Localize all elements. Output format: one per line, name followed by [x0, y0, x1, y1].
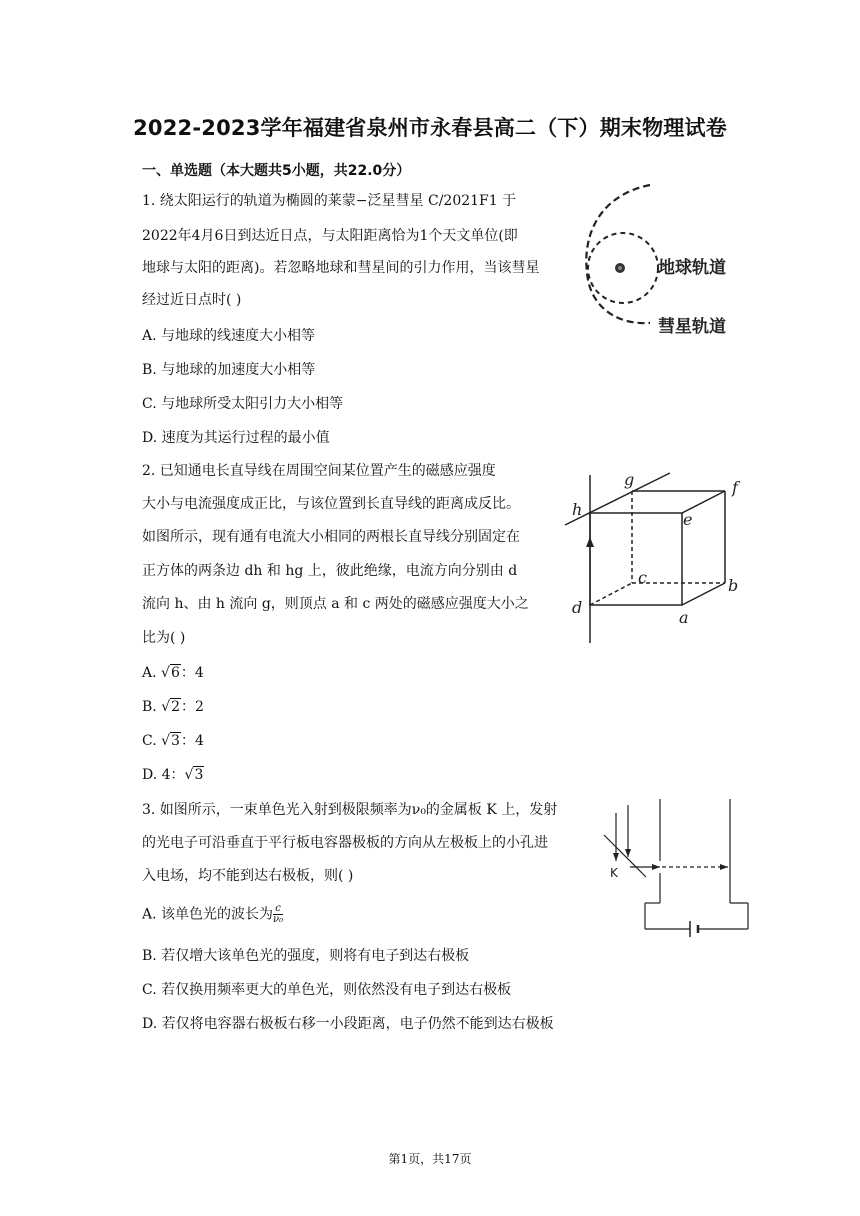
q1-line-1: 1. 绕太阳运行的轨道为椭圆的莱蒙−泛星彗星 C/2021F1 于 — [142, 193, 517, 209]
q3-line-2: 的光电子可沿垂直于平行板电容器极板的方向从左极板上的小孔进 — [142, 835, 548, 851]
page-title: 2022-2023学年福建省泉州市永春县高二（下）期末物理试卷 — [133, 116, 727, 140]
q2-line-2: 大小与电流强度成正比，与该位置到长直导线的距离成反比。 — [142, 496, 520, 512]
q1-option-a: A. 与地球的线速度大小相等 — [142, 328, 316, 344]
q2-option-a: A. √6：4 — [142, 665, 204, 681]
q3-line-3: 入电场，均不能到达右极板，则( ) — [142, 868, 354, 884]
q2-option-b: B. √2：2 — [142, 699, 204, 715]
q2-line-4: 正方体的两条边 dh 和 hg 上，彼此绝缘，电流方向分别由 d — [142, 563, 518, 579]
orbit-figure — [580, 175, 755, 345]
q1-option-c: C. 与地球所受太阳引力大小相等 — [142, 396, 344, 412]
earth-orbit-label: 地球轨道 — [658, 258, 726, 278]
q3-option-c: C. 若仅换用频率更大的单色光，则依然没有电子到达右极板 — [142, 982, 512, 998]
q3-option-d: D. 若仅将电容器右极板右移一小段距离，电子仍然不能到达右极板 — [142, 1016, 554, 1032]
electron-arrow-icon — [720, 864, 728, 870]
svg-text:d: d — [572, 598, 583, 617]
svg-text:e: e — [683, 510, 693, 529]
electron-arrow-icon — [652, 864, 660, 870]
svg-text:c: c — [638, 568, 647, 587]
svg-text:b: b — [728, 576, 739, 595]
light-arrow-icon — [613, 853, 619, 861]
q1-line-4: 经过近日点时( ) — [142, 292, 242, 308]
q3-line-1: 3. 如图所示，一束单色光入射到极限频率为ν₀的金属板 K 上，发射 — [142, 802, 558, 818]
svg-text:f: f — [732, 478, 738, 497]
q1-option-d: D. 速度为其运行过程的最小值 — [142, 430, 330, 446]
q2-line-3: 如图所示，现有通有电流大小相同的两根长直导线分别固定在 — [142, 529, 520, 545]
q2-option-d: D. 4：√3 — [142, 767, 204, 783]
page-footer: 第1页，共17页 — [388, 1152, 472, 1166]
q2-line-5: 流向 h、由 h 流向 g，则顶点 a 和 c 两处的磁感应强度大小之 — [142, 596, 529, 612]
capacitor-figure — [600, 795, 760, 945]
q2-line-1: 2. 已知通电长直导线在周围空间某位置产生的磁感应强度 — [142, 463, 496, 479]
q2-line-6: 比为( ) — [142, 630, 186, 646]
current-arrow-icon — [586, 537, 594, 547]
q1-option-b: B. 与地球的加速度大小相等 — [142, 362, 316, 378]
section-heading: 一、单选题（本大题共5小题，共22.0分） — [142, 163, 411, 179]
plate-k-label: K — [610, 866, 618, 880]
q2-option-c: C. √3：4 — [142, 733, 204, 749]
q3-option-a: A. 该单色光的波长为 $\frac{c}{\text{ν₀}}$ — [142, 903, 284, 925]
cube-figure — [560, 465, 760, 645]
comet-orbit-label: 彗星轨道 — [658, 317, 726, 337]
light-arrow-icon — [625, 849, 631, 857]
comet-orbit — [586, 185, 650, 323]
svg-text:g: g — [624, 470, 635, 489]
svg-text:a: a — [679, 608, 689, 627]
q1-line-2: 2022年4月6日到达近日点，与太阳距离恰为1个天文单位(即 — [142, 228, 518, 244]
svg-text:h: h — [572, 500, 583, 519]
q3-option-b: B. 若仅增大该单色光的强度，则将有电子到达右极板 — [142, 948, 470, 964]
q1-line-3: 地球与太阳的距离)。若忽略地球和彗星间的引力作用，当该彗星 — [142, 260, 540, 276]
